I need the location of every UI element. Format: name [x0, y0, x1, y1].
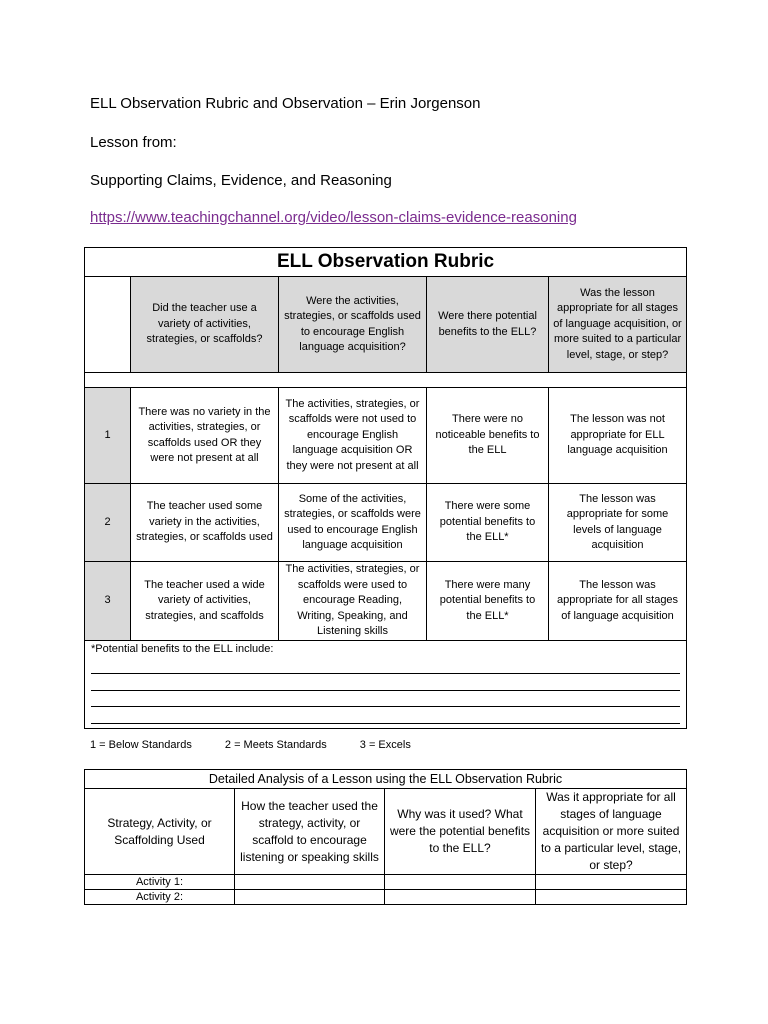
analysis-column-header: Was it appropriate for all stages of language acquisition or more suited to a particular level, stage, or step?	[536, 789, 687, 875]
legend-item: 1 = Below Standards	[90, 739, 192, 751]
potential-benefits-label: *Potential benefits to the ELL include:	[91, 643, 274, 655]
analysis-entry-cell[interactable]	[235, 890, 385, 905]
rubric-corner-cell	[85, 277, 131, 373]
rubric-cell: The teacher used a wide variety of activities, strategies, and scaffolds	[131, 562, 279, 641]
potential-benefits-notes[interactable]	[85, 641, 687, 729]
notes-write-line	[91, 707, 680, 724]
analysis-entry-cell[interactable]	[536, 890, 687, 905]
rubric-column-header: Did the teacher use a variety of activities, strategies, or scaffolds?	[131, 277, 279, 373]
lesson-from-label: Lesson from:	[90, 134, 177, 151]
legend-item: 2 = Meets Standards	[224, 739, 327, 751]
rubric-score-row	[85, 562, 687, 641]
notes-write-line	[91, 674, 680, 691]
rubric-cell: There were some potential benefits to the ELL*	[427, 484, 549, 562]
analysis-header-row	[85, 789, 687, 875]
activity-label: Activity 1:	[85, 875, 235, 890]
rubric-cell: There were many potential benefits to the ELL*	[427, 562, 549, 641]
rubric-cell: The teacher used some variety in the activities, strategies, or scaffolds used	[131, 484, 279, 562]
lesson-url-link[interactable]: https://www.teachingchannel.org/video/lesson-claims-evidence-reasoning	[90, 209, 577, 226]
rubric-score-cell: 3	[85, 562, 131, 641]
notes-write-line	[91, 691, 680, 708]
rubric-score-row	[85, 388, 687, 484]
lesson-analysis-table	[84, 769, 687, 905]
rubric-cell: The lesson was appropriate for some levels of language acquisition	[549, 484, 687, 562]
rubric-cell: There were no noticeable benefits to the ELL	[427, 388, 549, 484]
legend-item: 3 = Excels	[359, 739, 411, 751]
rubric-column-header: Was the lesson appropriate for all stages of language acquisition, or more suited to a particular level, stage, or step?	[549, 277, 687, 373]
lesson-title: Supporting Claims, Evidence, and Reasoning	[90, 172, 392, 189]
rubric-cell: The activities, strategies, or scaffolds were not used to encourage English language acquisition OR they were not present at all	[279, 388, 427, 484]
analysis-title: Detailed Analysis of a Lesson using the ELL Observation Rubric	[85, 770, 687, 789]
analysis-column-header: Strategy, Activity, or Scaffolding Used	[85, 789, 235, 875]
rubric-cell: There was no variety in the activities, strategies, or scaffolds used OR they were not present at all	[131, 388, 279, 484]
analysis-entry-cell[interactable]	[536, 875, 687, 890]
rubric-score-cell: 2	[85, 484, 131, 562]
notes-write-line	[91, 658, 680, 675]
rubric-cell: The lesson was not appropriate for ELL language acquisition	[549, 388, 687, 484]
document-title: ELL Observation Rubric and Observation – Erin Jorgenson	[90, 95, 481, 112]
analysis-entry-cell[interactable]	[385, 890, 536, 905]
activity-label: Activity 2:	[85, 890, 235, 905]
rubric-header-row	[85, 277, 687, 373]
analysis-entry-cell[interactable]	[235, 875, 385, 890]
analysis-column-header: Why was it used? What were the potential benefits to the ELL?	[385, 789, 536, 875]
rubric-column-header: Were the activities, strategies, or scaffolds used to encourage English language acquisition?	[279, 277, 427, 373]
rubric-cell: The activities, strategies, or scaffolds were used to encourage Reading, Writing, Speaking, and Listening skills	[279, 562, 427, 641]
rubric-spacer-cell	[85, 373, 687, 388]
rubric-title: ELL Observation Rubric	[85, 248, 687, 277]
rubric-cell: Some of the activities, strategies, or scaffolds were used to encourage English language acquisition	[279, 484, 427, 562]
rubric-notes-row	[85, 641, 687, 729]
rubric-spacer-row	[85, 373, 687, 388]
analysis-entry-cell[interactable]	[385, 875, 536, 890]
rubric-cell: The lesson was appropriate for all stages of language acquisition	[549, 562, 687, 641]
analysis-column-header: How the teacher used the strategy, activity, or scaffold to encourage listening or speaking skills	[235, 789, 385, 875]
analysis-activity-row	[85, 890, 687, 905]
analysis-activity-row	[85, 875, 687, 890]
rubric-column-header: Were there potential benefits to the ELL?	[427, 277, 549, 373]
rubric-score-cell: 1	[85, 388, 131, 484]
score-legend	[90, 739, 441, 751]
rubric-score-row	[85, 484, 687, 562]
ell-observation-rubric-table	[84, 247, 687, 729]
